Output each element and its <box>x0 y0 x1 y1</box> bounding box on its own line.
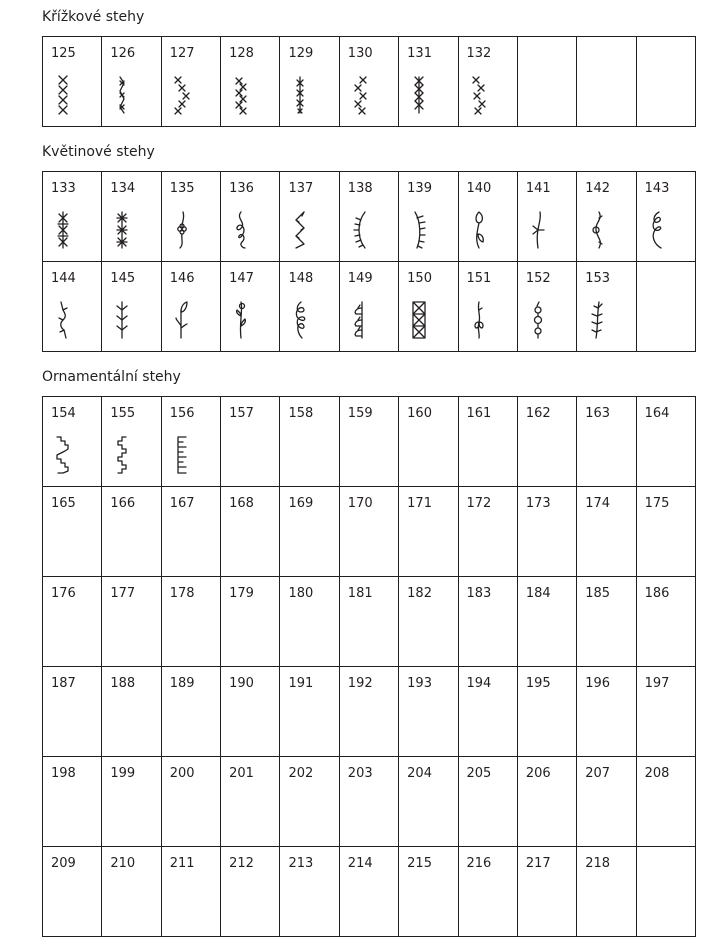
stitch-cell-217 <box>517 847 576 937</box>
stitch-number: 178 <box>169 586 195 601</box>
stitch-row <box>43 757 696 847</box>
stitch-cell-178 <box>161 577 220 667</box>
stitch-cell-180 <box>280 577 339 667</box>
stitch-cell-192 <box>339 667 398 757</box>
stitch-cell-126 <box>102 37 161 127</box>
stitch-number: 147 <box>229 271 254 286</box>
stitch-number: 146 <box>169 271 195 286</box>
stitch-cell-177 <box>102 577 161 667</box>
floral-spray-stitch-icon <box>589 300 605 340</box>
stitch-number: 143 <box>644 181 670 196</box>
stitch-number: 136 <box>229 181 254 196</box>
stitch-number: 138 <box>347 181 373 196</box>
stitch-number: 179 <box>229 586 254 601</box>
stitch-number: 212 <box>229 856 254 871</box>
stitch-number: 173 <box>525 496 551 511</box>
stitch-number: 214 <box>347 856 373 871</box>
cross-stitch-table <box>42 36 696 127</box>
stitch-cell-135 <box>161 172 220 262</box>
stitch-cell-187 <box>43 667 102 757</box>
stitch-cell-211 <box>161 847 220 937</box>
stitch-cell-159 <box>339 397 398 487</box>
stitch-cell-149 <box>339 262 398 352</box>
ornamental-stitch-table <box>42 396 696 937</box>
stitch-number: 152 <box>525 271 551 286</box>
stitch-cell-213 <box>280 847 339 937</box>
stitch-number: 217 <box>525 856 551 871</box>
stitch-cell-179 <box>221 577 280 667</box>
stitch-cell-148 <box>280 262 339 352</box>
stitch-number: 196 <box>585 676 611 691</box>
stitch-cell-156 <box>161 397 220 487</box>
floral-stitch-table <box>42 171 696 352</box>
stitch-cell-189 <box>161 667 220 757</box>
cross-stitch-column-icon <box>55 75 71 115</box>
stitch-number: 203 <box>347 766 373 781</box>
stitch-number: 154 <box>51 406 76 421</box>
stitch-number: 207 <box>585 766 611 781</box>
stitch-number: 144 <box>51 271 76 286</box>
step-zigzag-stitch-icon <box>55 435 71 475</box>
stitch-number: 156 <box>169 406 195 421</box>
stitch-number: 161 <box>466 406 492 421</box>
stitch-cell-153 <box>577 262 636 352</box>
stitch-cell-208 <box>636 757 695 847</box>
stitch-number: 166 <box>110 496 136 511</box>
empty-cell <box>636 847 695 937</box>
stitch-number: 202 <box>288 766 314 781</box>
stitch-cell-191 <box>280 667 339 757</box>
stitch-number: 165 <box>51 496 76 511</box>
stitch-number: 204 <box>407 766 432 781</box>
branch-stitch-icon <box>114 300 130 340</box>
empty-cell <box>636 37 695 127</box>
stitch-cell-162 <box>517 397 576 487</box>
stitch-number: 157 <box>229 406 254 421</box>
step-comb-stitch-icon <box>174 435 190 475</box>
empty-cell <box>517 37 576 127</box>
stitch-number: 153 <box>585 271 611 286</box>
stitch-cell-216 <box>458 847 517 937</box>
stitch-row <box>43 172 696 262</box>
stitch-cell-143 <box>636 172 695 262</box>
stitch-number: 216 <box>466 856 492 871</box>
leaf-zigzag-stitch-icon <box>292 210 308 250</box>
stitch-cell-168 <box>221 487 280 577</box>
stitch-cell-131 <box>399 37 458 127</box>
stitch-cell-173 <box>517 487 576 577</box>
twist-vine-stitch-icon <box>55 300 71 340</box>
stitch-number: 194 <box>466 676 492 691</box>
stitch-cell-193 <box>399 667 458 757</box>
stitch-cell-194 <box>458 667 517 757</box>
stitch-cell-185 <box>577 577 636 667</box>
stitch-cell-145 <box>102 262 161 352</box>
cross-stitch-wave-icon <box>352 75 368 115</box>
ornament-block-stitch-icon <box>411 300 427 340</box>
stitch-cell-196 <box>577 667 636 757</box>
cross-stitch-diagonal-icon <box>174 75 190 115</box>
stitch-number: 183 <box>466 586 492 601</box>
empty-cell <box>577 37 636 127</box>
stitch-cell-205 <box>458 757 517 847</box>
stitch-cell-186 <box>636 577 695 667</box>
stitch-cell-125 <box>43 37 102 127</box>
fern-stitch-icon <box>411 210 427 250</box>
stitch-cell-158 <box>280 397 339 487</box>
stitch-number: 126 <box>110 46 136 61</box>
stitch-cell-188 <box>102 667 161 757</box>
stitch-number: 208 <box>644 766 670 781</box>
stitch-cell-136 <box>221 172 280 262</box>
sprig-stitch-icon <box>233 300 249 340</box>
stitch-number: 215 <box>407 856 432 871</box>
stitch-cell-129 <box>280 37 339 127</box>
stitch-cell-212 <box>221 847 280 937</box>
step-square-stitch-icon <box>114 435 130 475</box>
stitch-number: 135 <box>169 181 195 196</box>
stitch-cell-170 <box>339 487 398 577</box>
stitch-cell-174 <box>577 487 636 577</box>
stitch-cell-157 <box>221 397 280 487</box>
empty-cell <box>636 262 695 352</box>
stitch-cell-197 <box>636 667 695 757</box>
stitch-number: 141 <box>525 181 551 196</box>
stitch-number: 177 <box>110 586 136 601</box>
stitch-cell-183 <box>458 577 517 667</box>
stitch-number: 163 <box>585 406 611 421</box>
stitch-cell-201 <box>221 757 280 847</box>
stitch-cell-172 <box>458 487 517 577</box>
stitch-number: 199 <box>110 766 136 781</box>
stitch-row <box>43 487 696 577</box>
stitch-number: 213 <box>288 856 314 871</box>
stitch-number: 218 <box>585 856 611 871</box>
cross-stitch-slanted-icon <box>471 75 487 115</box>
stitch-cell-207 <box>577 757 636 847</box>
stitch-cell-181 <box>339 577 398 667</box>
stitch-cell-169 <box>280 487 339 577</box>
stitch-cell-150 <box>399 262 458 352</box>
stitch-number: 200 <box>169 766 195 781</box>
bud-stitch-icon <box>471 210 487 250</box>
stitch-cell-151 <box>458 262 517 352</box>
rosebud-stitch-icon <box>471 300 487 340</box>
stitch-number: 148 <box>288 271 314 286</box>
stitch-cell-137 <box>280 172 339 262</box>
stitch-cell-147 <box>221 262 280 352</box>
stitch-number: 132 <box>466 46 492 61</box>
stitch-number: 191 <box>288 676 314 691</box>
stitch-number: 181 <box>347 586 373 601</box>
stitch-number: 210 <box>110 856 136 871</box>
stitch-number: 182 <box>407 586 432 601</box>
knot-stitch-icon <box>292 300 308 340</box>
stitch-cell-218 <box>577 847 636 937</box>
stitch-cell-164 <box>636 397 695 487</box>
stitch-number: 167 <box>169 496 195 511</box>
stitch-number: 145 <box>110 271 136 286</box>
stitch-number: 192 <box>347 676 373 691</box>
stitch-row <box>43 667 696 757</box>
stitch-number: 188 <box>110 676 136 691</box>
stitch-number: 184 <box>525 586 551 601</box>
stitch-cell-166 <box>102 487 161 577</box>
stitch-number: 175 <box>644 496 670 511</box>
stitch-cell-215 <box>399 847 458 937</box>
rose-stitch-icon <box>530 300 546 340</box>
leaf-stem-stitch-icon <box>174 300 190 340</box>
stitch-cell-210 <box>102 847 161 937</box>
stitch-number: 168 <box>229 496 254 511</box>
stitch-number: 129 <box>288 46 314 61</box>
stitch-cell-175 <box>636 487 695 577</box>
stitch-number: 198 <box>51 766 76 781</box>
stitch-cell-176 <box>43 577 102 667</box>
section-title-cross-stitches: Křížkové stehy <box>42 9 145 25</box>
curl-vine-stitch-icon <box>589 210 605 250</box>
stitch-number: 206 <box>525 766 551 781</box>
stitch-number: 131 <box>407 46 432 61</box>
stitch-cell-130 <box>339 37 398 127</box>
stitch-number: 190 <box>229 676 254 691</box>
cross-stitch-double-icon <box>233 75 249 115</box>
stitch-cell-171 <box>399 487 458 577</box>
stitch-number: 171 <box>407 496 432 511</box>
stitch-cell-198 <box>43 757 102 847</box>
stitch-number: 128 <box>229 46 254 61</box>
stitch-cell-132 <box>458 37 517 127</box>
stitch-cell-163 <box>577 397 636 487</box>
stitch-cell-199 <box>102 757 161 847</box>
stitch-cell-140 <box>458 172 517 262</box>
stitch-number: 176 <box>51 586 76 601</box>
arrow-vine-stitch-icon <box>530 210 546 250</box>
cross-stitch-line-icon <box>292 75 308 115</box>
stitch-cell-146 <box>161 262 220 352</box>
flower-stitch-icon <box>174 210 190 250</box>
stitch-cell-206 <box>517 757 576 847</box>
stitch-cell-202 <box>280 757 339 847</box>
stitch-cell-195 <box>517 667 576 757</box>
stitch-number: 193 <box>407 676 432 691</box>
stitch-number: 162 <box>525 406 551 421</box>
stitch-number: 140 <box>466 181 492 196</box>
stitch-cell-203 <box>339 757 398 847</box>
stitch-number: 134 <box>110 181 136 196</box>
stitch-cell-138 <box>339 172 398 262</box>
stitch-number: 149 <box>347 271 373 286</box>
stitch-cell-209 <box>43 847 102 937</box>
stitch-number: 170 <box>347 496 373 511</box>
stitch-number: 133 <box>51 181 76 196</box>
stitch-cell-144 <box>43 262 102 352</box>
stitch-number: 185 <box>585 586 611 601</box>
stitch-number: 130 <box>347 46 373 61</box>
stitch-cell-182 <box>399 577 458 667</box>
stitch-row <box>43 37 696 127</box>
stitch-cell-190 <box>221 667 280 757</box>
star-stitch-icon <box>114 210 130 250</box>
stitch-cell-160 <box>399 397 458 487</box>
stitch-number: 127 <box>169 46 195 61</box>
section-title-floral-stitches: Květinové stehy <box>42 144 155 160</box>
stitch-cell-154 <box>43 397 102 487</box>
stitch-cell-155 <box>102 397 161 487</box>
tulip-stitch-icon <box>352 300 368 340</box>
stitch-cell-165 <box>43 487 102 577</box>
stitch-cell-204 <box>399 757 458 847</box>
stitch-number: 142 <box>585 181 611 196</box>
stitch-cell-133 <box>43 172 102 262</box>
stitch-cell-134 <box>102 172 161 262</box>
fern-curve-stitch-icon <box>352 210 368 250</box>
stitch-number: 160 <box>407 406 432 421</box>
stitch-number: 172 <box>466 496 492 511</box>
section-title-ornamental-stitches: Ornamentální stehy <box>42 369 181 385</box>
stitch-cell-200 <box>161 757 220 847</box>
stitch-number: 137 <box>288 181 314 196</box>
stitch-number: 180 <box>288 586 314 601</box>
stitch-number: 174 <box>585 496 611 511</box>
stitch-number: 209 <box>51 856 76 871</box>
stitch-number: 201 <box>229 766 254 781</box>
loop-stitch-icon <box>649 210 665 250</box>
stitch-number: 195 <box>525 676 551 691</box>
stitch-row <box>43 847 696 937</box>
stitch-cell-152 <box>517 262 576 352</box>
stitch-cell-139 <box>399 172 458 262</box>
stitch-cell-142 <box>577 172 636 262</box>
stitch-row <box>43 262 696 352</box>
stitch-cell-127 <box>161 37 220 127</box>
cross-stitch-zigzag-icon <box>114 75 130 115</box>
stitch-row <box>43 577 696 667</box>
cross-stitch-dense-icon <box>411 75 427 115</box>
stitch-number: 205 <box>466 766 492 781</box>
stitch-number: 151 <box>466 271 492 286</box>
stitch-cell-128 <box>221 37 280 127</box>
stitch-cell-214 <box>339 847 398 937</box>
stitch-cell-184 <box>517 577 576 667</box>
stitch-cell-161 <box>458 397 517 487</box>
stitch-number: 155 <box>110 406 136 421</box>
stitch-row <box>43 397 696 487</box>
stitch-number: 197 <box>644 676 670 691</box>
stitch-number: 158 <box>288 406 314 421</box>
stitch-number: 159 <box>347 406 373 421</box>
stitch-number: 211 <box>169 856 195 871</box>
stitch-cell-167 <box>161 487 220 577</box>
stitch-number: 139 <box>407 181 432 196</box>
stitch-number: 189 <box>169 676 195 691</box>
stitch-number: 169 <box>288 496 314 511</box>
stitch-cell-141 <box>517 172 576 262</box>
stitch-number: 125 <box>51 46 76 61</box>
stitch-number: 186 <box>644 586 670 601</box>
stitch-number: 164 <box>644 406 670 421</box>
spiral-stitch-icon <box>233 210 249 250</box>
stitch-number: 150 <box>407 271 432 286</box>
stitch-number: 187 <box>51 676 76 691</box>
snowflake-stitch-icon <box>55 210 71 250</box>
